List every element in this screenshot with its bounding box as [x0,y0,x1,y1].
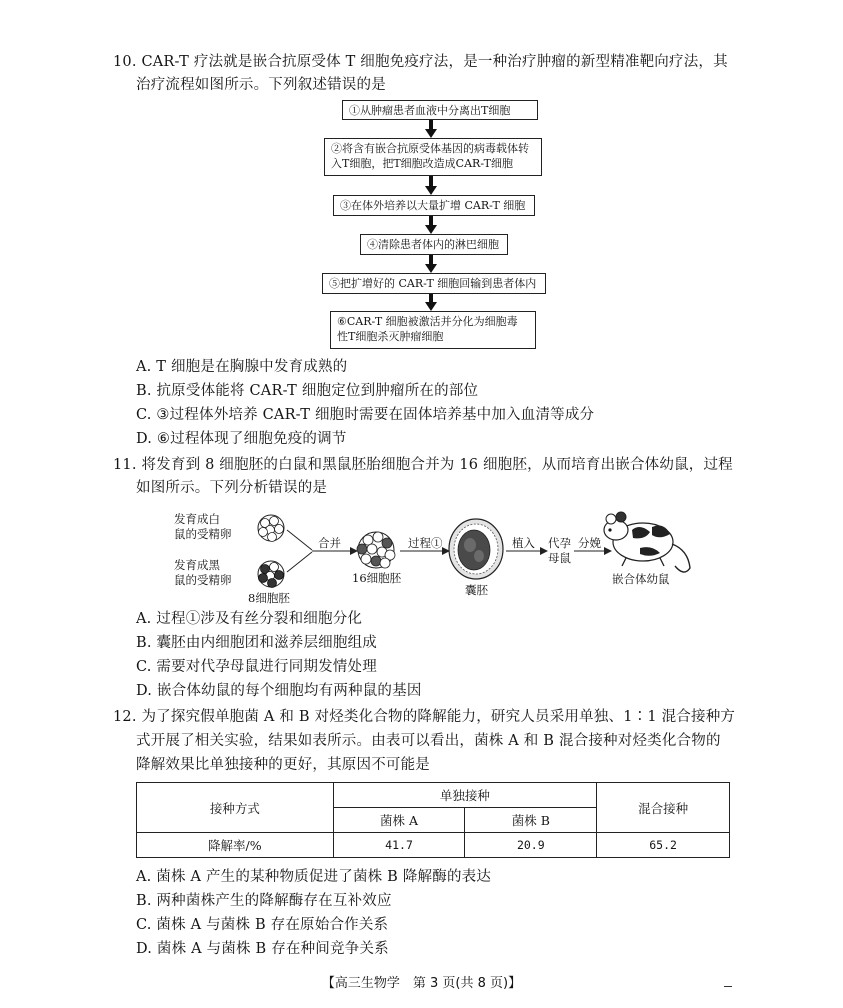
q12-stem-line2: 式开展了相关实验，结果如表所示。由表可以看出，菌株 A 和 B 混合接种对烃类化合物的 [136,733,721,749]
flow-step-2-text-1: ②将含有嵌合抗原受体基因的病毒载体转 [331,142,529,155]
q11-option-b[interactable]: B. 囊胚由内细胞团和滋养层细胞组成 [136,635,377,651]
q12-option-a[interactable]: A. 菌株 A 产生的某种物质促进了菌株 B 降解酶的表达 [136,869,492,885]
q11-option-d[interactable]: D. 嵌合体幼鼠的每个细胞均有两种鼠的基因 [136,683,422,699]
q12-stem-line1: 12. 为了探究假单胞菌 A 和 B 对烃类化合物的降解能力，研究人员采用单独、1∶1 混合接种方 [113,709,736,725]
eight-cell-label: 8细胞胚 [248,591,290,605]
blastocyst-label: 囊胚 [465,583,488,597]
q12-option-d[interactable]: D. 菌株 A 与菌株 B 存在种间竞争关系 [136,941,389,957]
sixteen-cell-label: 16细胞胚 [352,571,402,585]
flow-step-6-text-2: 性T细胞杀灭肿瘤细胞 [337,330,444,343]
table-header-row-1 [137,783,730,808]
footer-dash [724,986,732,987]
flow-step-5-text: ⑤把扩增好的 CAR-T 细胞回输到患者体内 [329,277,537,290]
q12-stem-line3: 降解效果比单独接种的更好，其原因不可能是 [136,757,430,773]
q11-stem-line2: 如图所示。下列分析错误的是 [136,480,328,496]
header-strain-b: 菌株 B [465,808,597,833]
chimera-mouse-icon [604,512,690,572]
flow-step-6-text-1: ⑥CAR-T 细胞被激活并分化为细胞毒 [337,315,518,328]
table-row [137,833,730,858]
header-single: 单独接种 [333,783,597,808]
process1-label: 过程① [408,536,443,550]
header-strain-a: 菌株 A [333,808,465,833]
header-mixed: 混合接种 [597,783,730,833]
flow-step-4-text: ④清除患者体内的淋巴细胞 [367,238,499,251]
q10-option-d[interactable]: D. ⑥过程体现了细胞免疫的调节 [136,431,347,447]
black-zygote-label-2: 鼠的受精卵 [174,573,232,587]
value-mixed: 65.2 [597,833,730,858]
white-zygote-label-2: 鼠的受精卵 [174,527,232,541]
row-label-degradation: 降解率/% [137,833,334,858]
q11-option-a[interactable]: A. 过程①涉及有丝分裂和细胞分化 [136,611,363,627]
white-8-cell-embryo-icon [258,515,284,542]
flow-step-2-text-2: 入T细胞，把T细胞改造成CAR-T细胞 [331,157,513,170]
flow-step-3-text: ③在体外培养以大量扩增 CAR-T 细胞 [340,199,526,212]
white-zygote-label-1: 发育成白 [174,512,220,526]
header-method: 接种方式 [137,783,334,833]
q12-option-c[interactable]: C. 菌株 A 与菌株 B 存在原始合作关系 [136,917,389,933]
implant-label: 植入 [512,536,535,550]
page-footer: 【高三生物学 第 3 页(共 8 页)】 [321,976,522,991]
sixteen-cell-embryo-icon [357,532,395,568]
value-strain-b: 20.9 [465,833,597,858]
q10-stem-line1: 10. CAR-T 疗法就是嵌合抗原受体 T 细胞免疫疗法，是一种治疗肿瘤的新型精准靶向疗法，其 [113,54,728,70]
merge-label: 合并 [318,536,341,550]
black-8-cell-embryo-icon [258,561,284,588]
degradation-rate-table [136,782,730,858]
q11-stem-line1: 11. 将发育到 8 细胞胚的白鼠和黑鼠胚胎细胞合并为 16 细胞胚，从而培育出嵌合体幼鼠，过程 [113,457,733,473]
q10-option-a[interactable]: A. T 细胞是在胸腺中发育成熟的 [136,359,348,375]
chimera-label: 嵌合体幼鼠 [612,572,670,586]
black-zygote-label-1: 发育成黑 [174,558,220,572]
q10-stem-line2: 治疗流程如图所示。下列叙述错误的是 [136,77,386,93]
birth-label: 分娩 [578,536,601,550]
q10-option-c[interactable]: C. ③过程体外培养 CAR-T 细胞时需要在固体培养基中加入血清等成分 [136,407,595,423]
value-strain-a: 41.7 [333,833,465,858]
surrogate-label-1: 代孕 [548,536,571,550]
q12-option-b[interactable]: B. 两种菌株产生的降解酶存在互补效应 [136,893,392,909]
q11-option-c[interactable]: C. 需要对代孕母鼠进行同期发情处理 [136,659,377,675]
surrogate-label-2: 母鼠 [548,551,571,565]
flow-step-1-text: ①从肿瘤患者血液中分离出T细胞 [349,104,511,117]
blastocyst-icon [449,519,503,579]
q10-option-b[interactable]: B. 抗原受体能将 CAR-T 细胞定位到肿瘤所在的部位 [136,383,479,399]
